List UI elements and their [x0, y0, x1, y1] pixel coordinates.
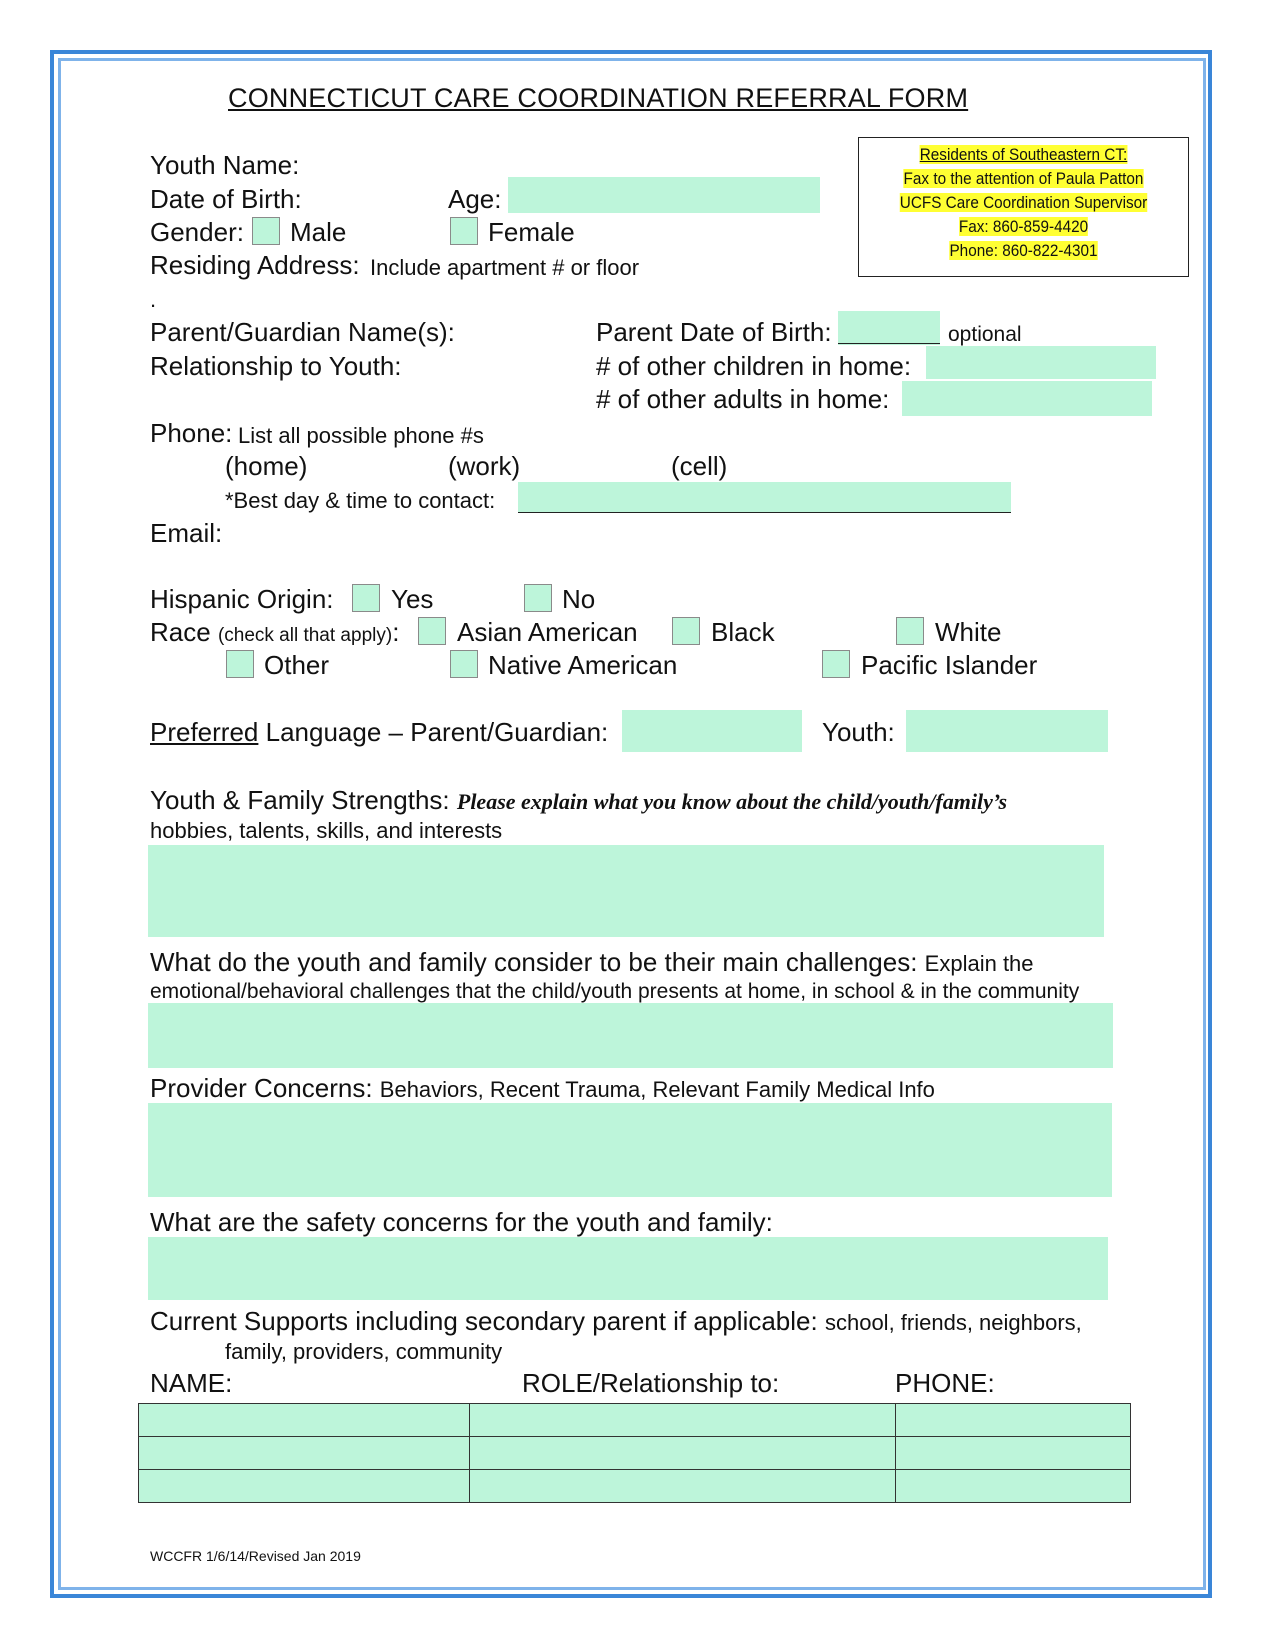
language-label: Language [265, 717, 382, 747]
gender-female-label: Female [488, 217, 575, 247]
challenges-sub: emotional/behavioral challenges that the child/youth presents at home, in school & in the community [150, 980, 1080, 1003]
notice-line-1: Residents of Southeastern CT: [919, 145, 1128, 164]
address-period: . [150, 287, 157, 312]
parent-dob-optional: optional [948, 323, 1022, 346]
race-black-checkbox[interactable] [672, 617, 700, 645]
youth-name-label: Youth Name: [150, 150, 300, 180]
other-adults-input[interactable] [902, 381, 1152, 416]
supports-phone-cell[interactable] [896, 1437, 1131, 1470]
gender-male-checkbox[interactable] [252, 217, 280, 245]
table-row [139, 1470, 1131, 1503]
race-native-checkbox[interactable] [450, 650, 478, 678]
race-white-checkbox[interactable] [896, 617, 924, 645]
supports-name-cell[interactable] [139, 1404, 470, 1437]
race-white-label: White [935, 617, 1002, 647]
race-asian-label: Asian American [457, 617, 638, 647]
parent-dob-input[interactable] [838, 311, 940, 345]
other-adults-label: # of other adults in home: [596, 384, 890, 414]
fax-notice-box [858, 137, 1189, 277]
language-preferred: Preferred [150, 717, 259, 747]
notice-line-2: Fax to the attention of Paula Patton [903, 169, 1144, 188]
strengths-sub: hobbies, talents, skills, and interests [150, 818, 503, 843]
supports-role-cell[interactable] [470, 1470, 896, 1503]
notice-line-3: UCFS Care Coordination Supervisor [899, 193, 1148, 212]
race-pacific-checkbox[interactable] [822, 650, 850, 678]
supports-sub: family, providers, community [225, 1339, 503, 1364]
supports-phone-cell[interactable] [896, 1470, 1131, 1503]
supports-label: Current Supports including secondary parent if applicable: [150, 1306, 818, 1336]
language-parent-input[interactable] [622, 710, 802, 752]
supports-col-phone: PHONE: [895, 1368, 995, 1398]
strengths-label: Youth & Family Strengths: [150, 785, 450, 815]
supports-name-cell[interactable] [139, 1470, 470, 1503]
best-time-input[interactable] [518, 482, 1011, 512]
strengths-textarea[interactable] [148, 845, 1104, 937]
hispanic-label: Hispanic Origin: [150, 584, 334, 614]
other-children-input[interactable] [926, 346, 1156, 379]
supports-phone-cell[interactable] [896, 1404, 1131, 1437]
safety-label: What are the safety concerns for the youth and family: [150, 1207, 773, 1237]
language-dash: – [388, 717, 404, 747]
form-version-footer: WCCFR 1/6/14/Revised Jan 2019 [150, 1548, 361, 1564]
age-input[interactable] [508, 177, 820, 213]
parent-dob-label: Parent Date of Birth: [596, 317, 832, 347]
supports-table [138, 1403, 1131, 1503]
phone-cell-label: (cell) [671, 451, 728, 481]
supports-col-role: ROLE/Relationship to: [522, 1368, 780, 1398]
email-label: Email: [150, 518, 223, 548]
language-parent-label: Parent/Guardian: [410, 717, 609, 747]
supports-row [150, 1306, 1082, 1337]
address-label: Residing Address: [150, 250, 360, 280]
best-time-underline [518, 512, 1011, 513]
parent-dob-underline [838, 343, 940, 344]
other-children-label: # of other children in home: [596, 351, 912, 381]
race-black-label: Black [711, 617, 775, 647]
language-youth-label: Youth: [822, 717, 895, 747]
provider-prompt: Behaviors, Recent Trauma, Relevant Family Medical Info [379, 1077, 935, 1102]
notice-line-4: Fax: 860-859-4420 [958, 217, 1089, 236]
race-asian-checkbox[interactable] [418, 617, 446, 645]
language-youth-input[interactable] [906, 710, 1108, 752]
table-row [139, 1437, 1131, 1470]
phone-work-label: (work) [448, 451, 521, 481]
parent-name-label: Parent/Guardian Name(s): [150, 317, 455, 347]
supports-role-cell[interactable] [470, 1437, 896, 1470]
challenges-prompt: Explain the [924, 951, 1034, 976]
challenges-row [150, 947, 1034, 978]
race-other-checkbox[interactable] [226, 650, 254, 678]
supports-prompt: school, friends, neighbors, [824, 1310, 1082, 1335]
phone-label: Phone: [150, 418, 233, 448]
gender-label: Gender: [150, 217, 244, 247]
hispanic-no-checkbox[interactable] [524, 584, 552, 612]
race-hint: (check all that apply) [217, 625, 393, 646]
hispanic-yes-checkbox[interactable] [352, 584, 380, 612]
gender-female-checkbox[interactable] [450, 217, 478, 245]
gender-male-label: Male [290, 217, 347, 247]
provider-row [150, 1073, 935, 1104]
supports-name-cell[interactable] [139, 1437, 470, 1470]
race-label-text: Race [150, 617, 211, 647]
provider-label: Provider Concerns: [150, 1073, 373, 1103]
supports-col-name: NAME: [150, 1368, 233, 1398]
challenges-label: What do the youth and family consider to be their main challenges: [150, 947, 918, 977]
race-colon: : [392, 617, 400, 647]
race-native-label: Native American [488, 650, 678, 680]
hispanic-yes-label: Yes [391, 584, 434, 614]
strengths-prompt: Please explain what you know about the child/youth/family’s [456, 789, 1008, 814]
address-hint: Include apartment # or floor [370, 255, 640, 280]
age-label: Age: [448, 184, 502, 214]
best-time-label: *Best day & time to contact: [225, 488, 496, 513]
relationship-label: Relationship to Youth: [150, 351, 402, 381]
phone-home-label: (home) [225, 451, 308, 481]
provider-textarea[interactable] [148, 1103, 1112, 1197]
supports-role-cell[interactable] [470, 1404, 896, 1437]
race-pacific-label: Pacific Islander [861, 650, 1038, 680]
safety-textarea[interactable] [148, 1237, 1108, 1300]
dob-label: Date of Birth: [150, 184, 302, 214]
table-row [139, 1404, 1131, 1437]
notice-line-5: Phone: 860-822-4301 [949, 241, 1098, 260]
challenges-textarea[interactable] [148, 1003, 1113, 1068]
strengths-row [150, 785, 1007, 816]
language-row [150, 717, 608, 748]
race-other-label: Other [264, 650, 330, 680]
race-label [150, 617, 399, 648]
hispanic-no-label: No [562, 584, 596, 614]
phone-hint: List all possible phone #s [238, 423, 484, 448]
form-title: CONNECTICUT CARE COORDINATION REFERRAL FORM [228, 83, 969, 113]
